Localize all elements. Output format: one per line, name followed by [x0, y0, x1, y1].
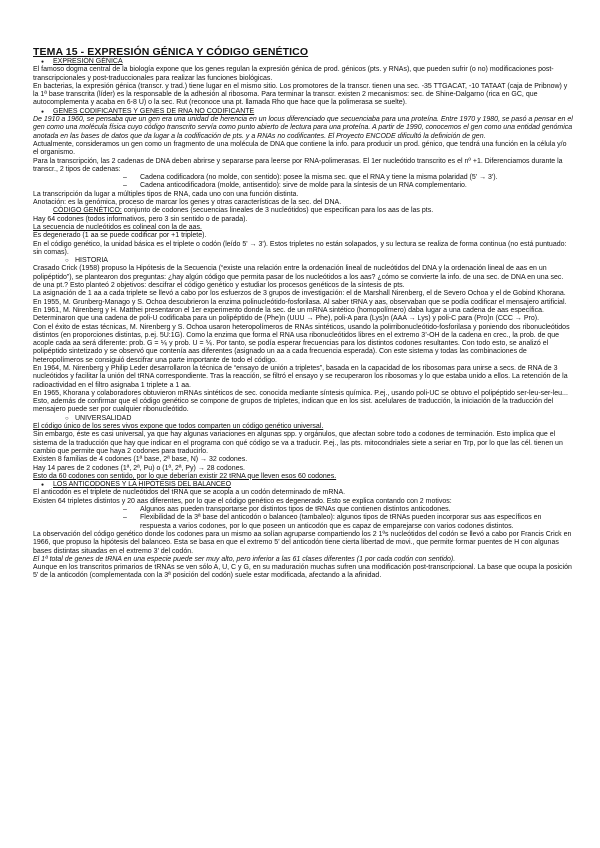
document-title: TEMA 15 - EXPRESIÓN GÉNICA Y CÓDIGO GENÉTICO: [33, 46, 309, 58]
paragraph-inline: conjunto de codones (secuencias lineales de 3 nucleótidos) que especifican para los aas de las pts.: [123, 207, 434, 215]
paragraph: La asignación de 1 aa a cada triplete se llevó a cabo por los esfuerzos de 3 grupos de investigación: el de Marshall Nirenberg, el de Severo Ochoa y el de Gobind Khorana.: [33, 290, 566, 298]
paragraph: Para la transcripción, las 2 cadenas de DNA deben abrirse y separarse para leerse por RNA-polimerasas. El 1er nucleótido transcrito es el nº +1. Diferenciamos durante la transcr., 2 tipos de cadenas:: [33, 157, 563, 173]
list-item: – Algunos aas pueden transportarse por distintos tipos de tRNAs que contienen distintos anticodones.: [33, 506, 573, 514]
list-item: – Cadena anticodificadora (molde, antisentido): sirve de molde para la síntesis de un RNA complementario.: [33, 182, 573, 190]
paragraph: En bacterias, la expresión génica (transcr. y trad.) tiene lugar en el mismo sitio. Los promotores de la transcr. tienen una sec. -35 TTGACAT, -10 TATAAT (caja de Pribnow) y la 1ª base transcrita (líder) es la responsable de la adhesión al ribosoma. Para terminar la transcr. existen 2 mecanismos: sec. de Shine-Dalgarno (rica en GC, que autocomplementa y acaba en 6-8 U) o la sec. Rut (reconoce una pt. llamada Rho que hace que la polimerasa se suelte).: [33, 82, 568, 107]
section-heading: ● LOS ANTICODONES Y LA HIPÓTESIS DEL BALANCEO: [33, 481, 573, 489]
paragraph: La observación del código genético donde los codones para un mismo aa solían agruparse compartiendo los 2 1ºs nucleótidos del codón se llevó a cabo por Francis Crick en 1966, que propuso la hipótesis del balanceo. Esta se basa en que el extremo 5’ del anticodón tiene cierta libertad de movi., que permite formar puentes de H con algunas bases distintas situadas en el extremo 3’ del codón.: [33, 530, 572, 555]
paragraph: El 1ª total de genes de tRNA en una especie puede ser muy alto, pero inferior a las 61 clases diferentes (1 por cada codón con sentido).: [33, 555, 456, 563]
paragraph: En 1964, M. Nirenberg y Philip Leder desarrollaron la técnica de “ensayo de unión a tripletes”, basada en la capacidad de los ribosomas para unirse a secs. de RNA de 3 nucleótidos y facilitar la unión del tRNA correspondiente. Tras la reacción, se filtró el ensayo y se recuperaron los ribosomas y lo que estaba unido a ellos. La retención de la radioactividad en el filtro asignaba 1 triplete a 1 aa.: [33, 364, 568, 389]
paragraph: En 1955, M. Grunberg-Manago y S. Ochoa descubrieron la enzima polinucleótido-fosforilasa. Al saber tRNA y aas, observaban que se podía codificar el mensajero artificial.: [33, 298, 567, 306]
list-item: – Flexibilidad de la 3ª base del anticodón o balanceo (tambaleo): algunos tipos de tRNAs pueden incorporar sus aas específicos en respuesta a varios codones, por lo que poseen un anticodón que es capaz de emparejarse con varios codones distintos.: [33, 514, 573, 531]
paragraph: Hay 14 pares de 2 codones (1ª, 2ª, Pu) o (1ª, 2ª, Py) → 28 codones.: [33, 464, 245, 472]
paragraph: En 1961, M. Nirenberg y H. Matthei presentaron el 1er experimento donde la sec. de un mRNA sintético (homopolímero) daba lugar a una cadena de aas específica. Determinaron que una cadena de poli-U codificaba para un polipéptido de (Phe)n (UUU → Phe), poli-A para (Lys)n (AAA → Lys) y poli-C para (Pro)n (CCC → Pro).: [33, 306, 544, 323]
paragraph: La secuencia de nucleótidos es colineal con la de aas.: [33, 223, 202, 231]
document-body: [33, 58, 573, 581]
paragraph: Aunque en los transcritos primarios de tRNAs se ven sólo A, U, C y G, en su maduración muchas sufren una modificación post-transcripcional. La base que ocupa la posición 5’ de la anticodón (complementada con la 3ª posición del codón) suele estar modificada, afectando a la afinidad.: [33, 564, 572, 580]
paragraph: Existen 8 familias de 4 codones (1ª base, 2ª base, N) → 32 codones.: [33, 456, 248, 464]
paragraph: Anotación: es la genómica, proceso de marcar los genes y otras características de la sec. del DNA.: [33, 199, 342, 207]
paragraph: En 1965, Khorana y colaboradores obtuvieron mRNAs sintéticos de sec. conocida mediante síntesis química. P.ej., usando poli-UC se obtuvo el polipéptido ser-leu-ser-leu... Esto, además de confirmar que el código genético se compone de grupos de tripletes, indican que en los sist. acelulares de traducción, la iniciación de la traducción del mensajero puede ser por cualquier ribonucleótido.: [33, 389, 568, 414]
paragraph: Es degenerado (1 aa se puede codificar por +1 triplete).: [33, 232, 207, 240]
subsection-heading: ○ HISTORIA: [33, 257, 573, 265]
paragraph: En el código genético, la unidad básica es el triplete o codón (leído 5' → 3'). Estos tripletes no están solapados, y su lectura se realiza de forma continua (no está puntuado: sin comas).: [33, 240, 567, 256]
section-heading: ● GENES CODIFICANTES Y GENES DE RNA NO CODIFICANTE: [33, 108, 573, 116]
paragraph: La transcripción da lugar a múltiples tipos de RNA, cada uno con una función distinta.: [33, 190, 299, 198]
paragraph: Hay 64 codones (todos informativos, pero 3 sin sentido o de parada).: [33, 215, 248, 223]
section-heading: CÓDIGO GENÉTICO:: [53, 207, 122, 215]
section-heading: ● EXPRESIÓN GÉNICA: [33, 58, 573, 66]
paragraph: De 1910 a 1960, se pensaba que un gen era una unidad de herencia en un locus diferenciado que secuenciaba para una proteína. Entre 1970 y 1980, se pasó a pensar en el gen como una molécula física cuyo código transcrito servía como punto abierto de lectura para una proteína. A partir de 1990, conocemos el gen como una entidad genómica anotada en las bases de datos que da lugar a la codificación de pts. y a RNAs no codificantes. El Proyecto ENCODE dificultó la definición de gen.: [33, 116, 573, 140]
paragraph: Crasado Crick (1958) propuso la Hipótesis de la Secuencia (“existe una relación entre la ordenación lineal de nucleótidos del DNA y la ordenación lineal de aas en un polipéptido”), se plantearon dos preguntas: ¿hay algún código que permita pasar de los nucleótidos a los aas? ¿cómo se convierte la info. de una sec. de DNA en una sec. de una pt.? Esto planteó 2 objetivos: descifrar el código genético y estudiar los procesos genéticos de la síntesis de pts.: [33, 265, 564, 290]
section-row: [33, 207, 573, 215]
paragraph: El código único de los seres vivos expone que todos comparten un código genético universal.: [33, 423, 324, 431]
paragraph: Con el éxito de estas técnicas, M. Nirenberg y S. Ochoa usaron heteropolímeros de RNAs sintéticos, usando la polirribonucleótido-fosforilasa y poniendo dos ribonucleótidos distintos (en proporciones distintas, p.ej. 5U:1G). Como la enzima que forma el RNA usa ribonucleótidos libres en el extremo 3’-OH de la cadena en crec., la prob. de que acople cada aa será diferente: prob. G = ⅙ y prob. U = ⅚. Por tanto, se podía esperar frecuencias para los distintos codones resultantes. Con todo esto, se analizó el polipéptido sintetizado y se observó que contenía aas diferentes (asignado un aa a cada frecuencia esperada). Con este sistema y todas las combinaciones de heteropolímeros se consiguió descifrar una parte importante de todo el código.: [33, 323, 570, 364]
subsection-heading: ○ UNIVERSALIDAD: [33, 415, 573, 423]
paragraph: Sin embargo, éste es casi universal, ya que hay algunas variaciones en algunas spp. y orgánulos, que afectan sobre todo a codones de terminación. Esto implica que el sistema de la traducción que hay que indicar en el programa con qué código se va a traducir. P.ej., las pts. mitocondriales siete a seriar en Trp, por lo que las cél. tienen un cambio que permite que haya 2 codones para traducirlo.: [33, 431, 563, 455]
paragraph: El anticodón es el triplete de nucleótidos del tRNA que se acopla a un codón determinado de mRNA.: [33, 489, 346, 497]
paragraph: Actualmente, consideramos un gen como un fragmento de una molécula de DNA que contiene la info. para producir un prod. génico, que tendrá una función en la célula y/o el organismo.: [33, 140, 567, 157]
paragraph: El famoso dogma central de la biología expone que los genes regulan la expresión génica de prod. génicos (pts. y RNAs), que pueden sufrir (o no) modificaciones post-transcripcionales y post-traduccionales para realizar las funciones biológicas.: [33, 66, 554, 82]
paragraph: Esto da 60 codones con sentido, por lo que deberían existir 22 tRNA que lleven esos 60 codones.: [33, 472, 337, 480]
paragraph: Existen 64 tripletes distintos y 20 aas diferentes, por lo que el código genético es degenerado. Esto se explica contando con 2 motivos:: [33, 497, 452, 505]
list-item: – Cadena codificadora (no molde, con sentido): posee la misma sec. que el RNA y tiene la misma polaridad (5' → 3').: [33, 174, 573, 182]
